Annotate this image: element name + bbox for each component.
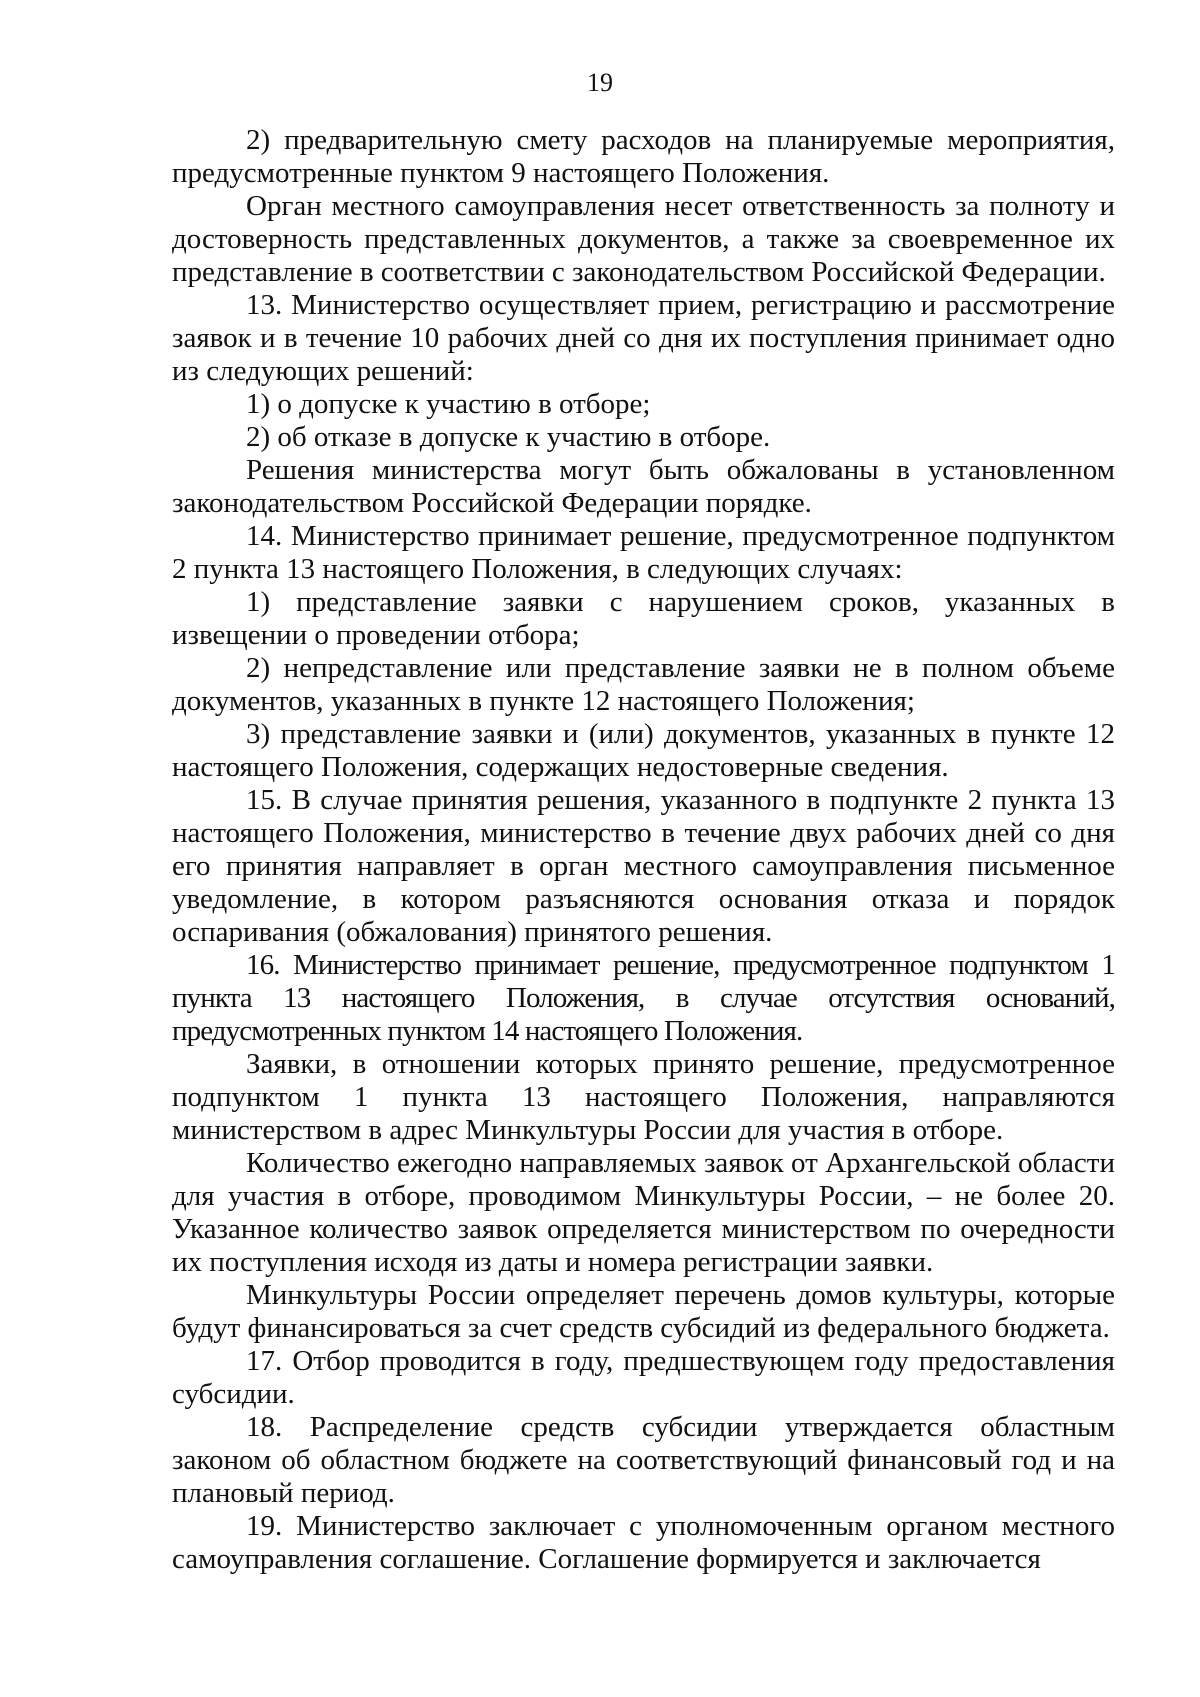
page-number: 19 [587,68,613,97]
paragraph-clause-15: 15. В случае принятия решения, указанного в подпункте 2 пункта 13 настоящего Положения, министерство в течение двух рабочих дней со дня его принятия направляет в орган местного самоуправления письменное уведомление, в котором разъясняются основания отказа и порядок оспаривания (обжалования) принятого решения. [172,784,1115,948]
paragraph-appeal: Решения министерства могут быть обжалованы в установленном законодательством Российской Федерации порядке. [172,454,1115,519]
paragraph-reason-2: 2) непредставление или представление заявки не в полном объеме документов, указанных в пункте 12 настоящего Положения; [172,652,1115,717]
paragraph-clause-19: 19. Министерство заключает с уполномоченным органом местного самоуправления соглашение. Соглашение формируется и заключается [172,1510,1115,1575]
paragraph-decision-refuse: 2) об отказе в допуске к участию в отборе. [246,421,771,453]
paragraph-clause-16: 16. Министерство принимает решение, предусмотренное подпунктом 1 пункта 13 настоящего Положения, в случае отсутствия оснований, предусмотренных пунктом 14 настоящего Положения. [172,949,1115,1047]
paragraph-applications-sent: Заявки, в отношении которых принято решение, предусмотренное подпунктом 1 пункта 13 настоящего Положения, направляются министерством в адрес Минкультуры России для участия в отборе. [172,1048,1115,1146]
paragraph-reason-3: 3) представление заявки и (или) документов, указанных в пункте 12 настоящего Положения, содержащих недостоверные сведения. [172,718,1115,783]
paragraph-applications-limit: Количество ежегодно направляемых заявок от Архангельской области для участия в отборе, проводимом Минкультуры России, – не более 20. Указанное количество заявок определяется министерством по очередности их поступления исходя из даты и номера регистрации заявки. [172,1147,1115,1278]
paragraph-item-2-estimate: 2) предварительную смету расходов на планируемые мероприятия, предусмотренные пунктом 9 настоящего Положения. [172,124,1115,189]
paragraph-responsibility: Орган местного самоуправления несет ответственность за полноту и достоверность представленных документов, а также за своевременное их представление в соответствии с законодательством Российской Федерации. [172,190,1115,288]
document-body [172,124,1115,1576]
paragraph-reason-1: 1) представление заявки с нарушением сроков, указанных в извещении о проведении отбора; [172,586,1115,651]
paragraph-decision-admit: 1) о допуске к участию в отборе; [246,388,651,420]
paragraph-clause-17: 17. Отбор проводится в году, предшествующем году предоставления субсидии. [172,1345,1115,1410]
paragraph-clause-13: 13. Министерство осуществляет прием, регистрацию и рассмотрение заявок и в течение 10 рабочих дней со дня их поступления принимает одно из следующих решений: [172,289,1115,387]
paragraph-clause-18: 18. Распределение средств субсидии утверждается областным законом об областном бюджете на соответствующий финансовый год и на плановый период. [172,1411,1115,1509]
paragraph-ministry-list: Минкультуры России определяет перечень домов культуры, которые будут финансироваться за счет средств субсидий из федерального бюджета. [172,1279,1115,1344]
paragraph-clause-14: 14. Министерство принимает решение, предусмотренное подпунктом 2 пункта 13 настоящего Положения, в следующих случаях: [172,520,1115,585]
